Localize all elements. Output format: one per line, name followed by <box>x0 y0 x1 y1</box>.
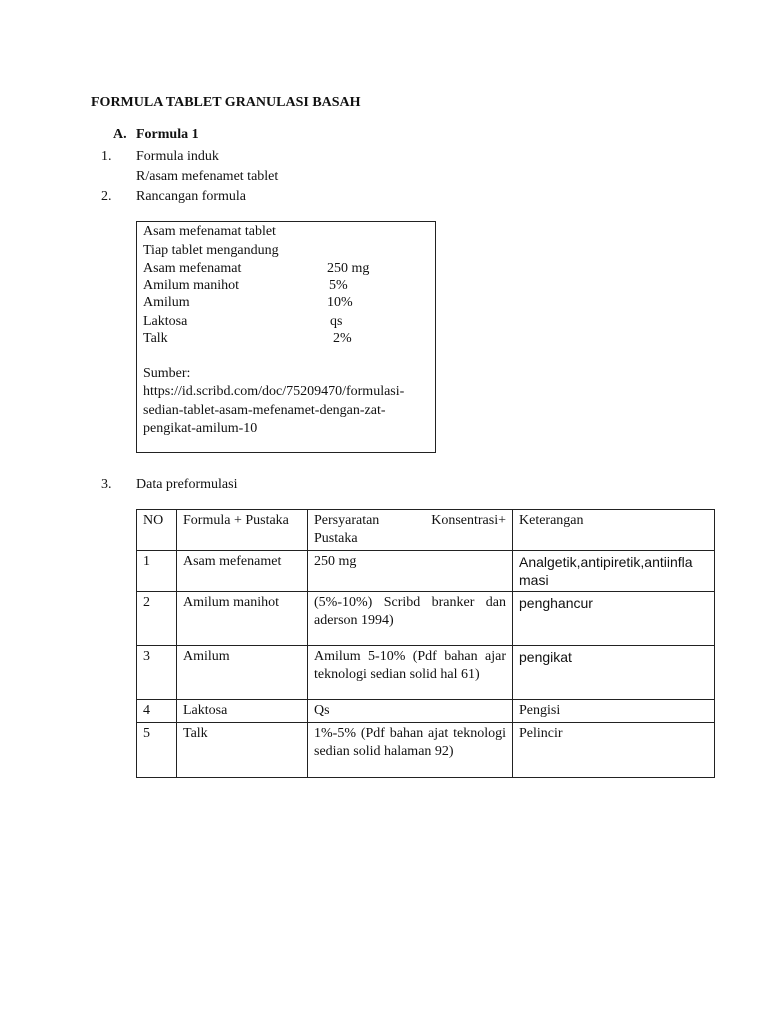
section-marker: A. <box>113 127 127 142</box>
header-persyaratan-a: Persyaratan <box>314 513 380 528</box>
cell-formula: Amilum <box>177 646 308 700</box>
header-no: NO <box>137 510 177 551</box>
header-persyaratan-b: Konsentrasi+ <box>431 513 506 528</box>
cell-keterangan: Pelincir <box>513 723 715 778</box>
cell-persyaratan: (5%-10%) Scribd branker dan aderson 1994) <box>308 592 513 646</box>
cell-no: 3 <box>137 646 177 700</box>
cell-formula: Laktosa <box>177 700 308 723</box>
preformulation-table <box>136 509 715 778</box>
cell-persyaratan: 1%-5% (Pdf bahan ajat teknologi sedian solid halaman 92) <box>308 723 513 778</box>
cell-keterangan: penghancur <box>513 592 715 646</box>
formula-line-1: Asam mefenamat tablet <box>143 224 276 239</box>
item-label-data-preformulasi: Data preformulasi <box>136 477 238 492</box>
item-sub-formula-induk: R/asam mefenamet tablet <box>136 169 279 184</box>
source-link[interactable]: pengikat-amilum-10 <box>143 421 258 436</box>
header-persyaratan <box>308 510 513 551</box>
ingredient-amount: 10% <box>327 295 353 310</box>
ingredient-name: Amilum <box>143 295 190 310</box>
cell-formula: Talk <box>177 723 308 778</box>
cell-no: 1 <box>137 551 177 592</box>
ingredient-name: Asam mefenamat <box>143 261 242 276</box>
cell-keterangan: Pengisi <box>513 700 715 723</box>
header-keterangan: Keterangan <box>513 510 715 551</box>
ingredient-name: Amilum manihot <box>143 278 240 293</box>
source-link[interactable]: sedian-tablet-asam-mefenamet-dengan-zat- <box>143 403 386 418</box>
cell-no: 2 <box>137 592 177 646</box>
ingredient-amount: qs <box>330 314 343 329</box>
cell-persyaratan: Qs <box>308 700 513 723</box>
item-number-3: 3. <box>101 477 112 492</box>
cell-keterangan: pengikat <box>513 646 715 700</box>
table-header-row <box>137 510 715 551</box>
item-number-2: 2. <box>101 189 112 204</box>
source-label: Sumber: <box>143 366 191 381</box>
cell-no: 5 <box>137 723 177 778</box>
item-number-1: 1. <box>101 149 112 164</box>
cell-persyaratan: Amilum 5-10% (Pdf bahan ajar teknologi sedian solid hal 61) <box>308 646 513 700</box>
source-link[interactable]: https://id.scribd.com/doc/75209470/formulasi- <box>143 384 405 399</box>
ingredient-amount: 5% <box>329 278 348 293</box>
cell-no: 4 <box>137 700 177 723</box>
table-row <box>137 700 715 723</box>
table-row <box>137 551 715 592</box>
item-label-rancangan: Rancangan formula <box>136 189 247 204</box>
header-persyaratan-c: Pustaka <box>314 531 358 546</box>
formula-line-2: Tiap tablet mengandung <box>143 243 279 258</box>
formula-box <box>136 221 436 453</box>
table-row <box>137 592 715 646</box>
ingredient-name: Laktosa <box>143 314 188 329</box>
header-formula: Formula + Pustaka <box>177 510 308 551</box>
section-heading: Formula 1 <box>136 127 199 142</box>
table-row <box>137 646 715 700</box>
table-row <box>137 723 715 778</box>
cell-persyaratan: 250 mg <box>308 551 513 592</box>
cell-keterangan: Analgetik,antipiretik,antiinfla masi <box>513 551 715 592</box>
cell-formula: Asam mefenamet <box>177 551 308 592</box>
header-persyaratan-top <box>314 512 506 530</box>
item-label-formula-induk: Formula induk <box>136 149 219 164</box>
cell-formula: Amilum manihot <box>177 592 308 646</box>
page-title: FORMULA TABLET GRANULASI BASAH <box>91 95 361 110</box>
ingredient-amount: 2% <box>333 331 352 346</box>
ingredient-name: Talk <box>143 331 168 346</box>
ingredient-amount: 250 mg <box>327 261 370 276</box>
